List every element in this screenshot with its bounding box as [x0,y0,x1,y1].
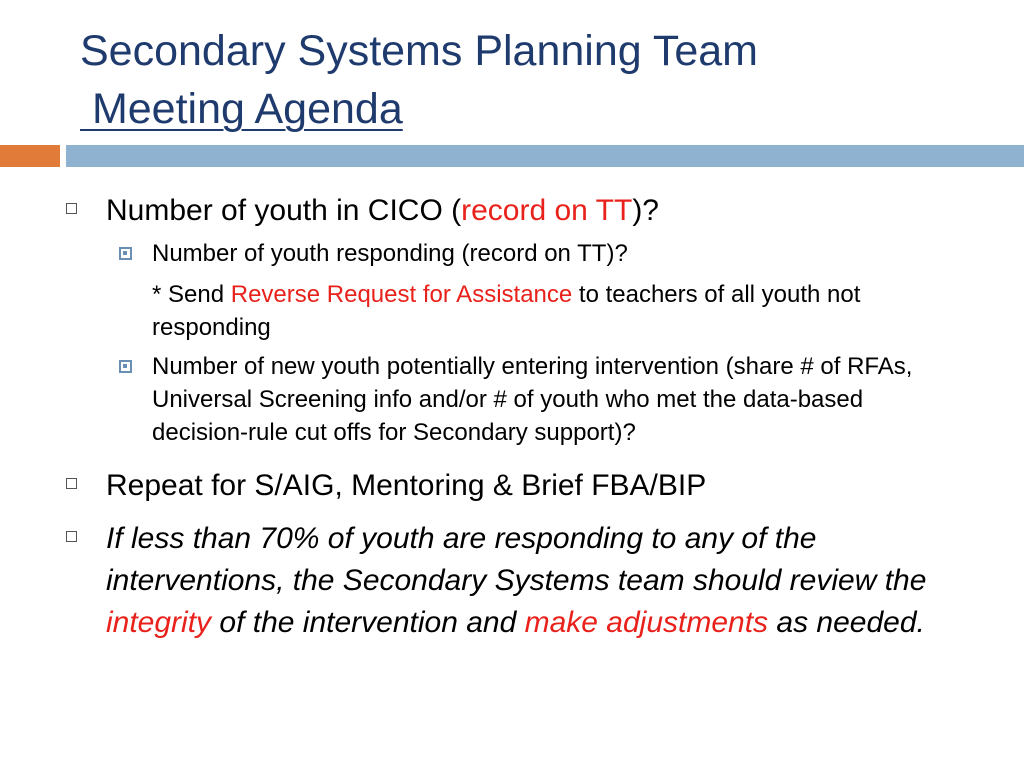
note-text: * Send [152,281,231,308]
agenda-subitem-responding [0,237,1024,270]
agenda-item-repeat [0,465,1024,506]
square-sub-bullet-icon [119,360,132,373]
agenda-item-cico [0,190,1024,231]
item-text-end: as needed. [768,606,925,639]
slide-title [80,22,758,138]
item-text: Number of youth in CICO ( [106,194,462,227]
item-highlight-integrity: integrity [106,606,212,639]
agenda-list [0,190,1024,644]
agenda-item-threshold [0,518,1024,644]
item-text: Repeat for S/AIG, Mentoring & Brief FBA/BIP [106,469,707,502]
divider-accent-orange [0,145,60,167]
item-highlight: record on TT [461,194,633,227]
agenda-subitem-note [0,278,1024,344]
note-highlight: Reverse Request for Assistance [230,281,573,308]
square-bullet-icon [66,531,77,542]
note-text-end: to teachers of all youth not responding [152,281,861,341]
title-line-2: Meeting Agenda [80,85,403,133]
divider-accent-blue [66,145,1024,167]
title-line-1: Secondary Systems Planning Team [80,27,759,75]
square-bullet-icon [66,478,77,489]
square-bullet-icon [66,203,77,214]
item-text: If less than 70% of youth are responding to any of the interventions, the Secondary Systems team should review the [106,522,927,597]
subitem-text: Number of youth responding (record on TT)? [152,240,628,267]
item-highlight-adjustments: make adjustments [524,606,769,639]
item-text-end: )? [632,194,659,227]
square-sub-bullet-icon [119,247,132,260]
agenda-subitem-new-youth [0,350,1024,449]
item-text-middle: of the intervention and [211,606,525,639]
subitem-text: Number of new youth potentially entering intervention (share # of RFAs, Universal Screening info and/or # of youth who met the data-based decision-rule cut offs for Secondary support)? [152,353,913,446]
